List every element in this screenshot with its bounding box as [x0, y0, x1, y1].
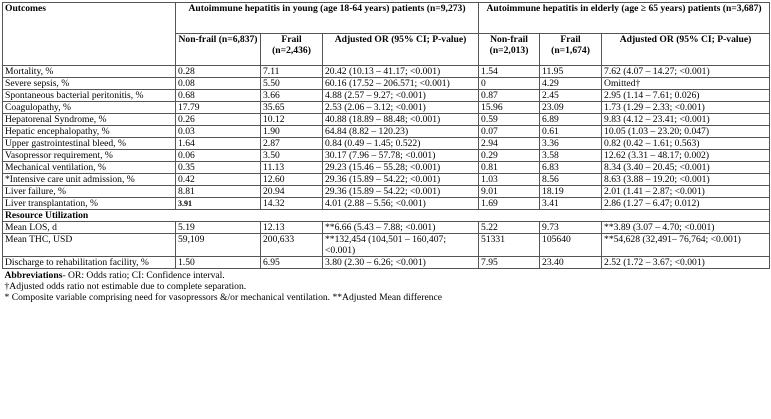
header-elderly-nonfrail: Non-frail (n=2,013)	[479, 34, 540, 66]
table-row	[3, 234, 770, 257]
young-nonfrail-value: 0.26	[176, 114, 261, 126]
table-row	[3, 90, 770, 102]
elderly-frail-value: 0.61	[540, 126, 602, 138]
elderly-frail-value: 2.45	[540, 90, 602, 102]
elderly-nonfrail-value: 1.03	[479, 174, 540, 186]
outcome-label: Liver failure, %	[3, 186, 176, 198]
table-notes	[3, 269, 770, 304]
header-young-frail: Frail (n=2,436)	[261, 34, 323, 66]
young-or-value: 2.53 (2.06 – 3.12; <0.001)	[323, 102, 479, 114]
elderly-frail-value: 3.58	[540, 150, 602, 162]
elderly-frail-value: 8.56	[540, 174, 602, 186]
elderly-or-value: 9.83 (4.12 – 23.41; <0.001)	[602, 114, 770, 126]
outcome-label: Spontaneous bacterial peritonitis, %	[3, 90, 176, 102]
young-nonfrail-value	[176, 198, 261, 210]
elderly-frail-value: 23.09	[540, 102, 602, 114]
header-outcomes: Outcomes	[3, 3, 176, 66]
table-row	[3, 150, 770, 162]
elderly-or-value: 2.52 (1.72 – 3.67; <0.001)	[602, 257, 770, 269]
header-elderly-or: Adjusted OR (95% CI; P-value)	[602, 34, 770, 66]
outcomes-table	[2, 2, 770, 303]
outcome-label: Severe sepsis, %	[3, 78, 176, 90]
elderly-nonfrail-value: 1.54	[479, 66, 540, 78]
table-row	[3, 162, 770, 174]
young-frail-value: 10.12	[261, 114, 323, 126]
young-frail-value: 12.13	[261, 222, 323, 234]
young-or-value: 30.17 (7.96 – 57.78; <0.001)	[323, 150, 479, 162]
outcome-label: Upper gastrointestinal bleed, %	[3, 138, 176, 150]
outcome-label: Hepatorenal Syndrome, %	[3, 114, 176, 126]
table-row	[3, 138, 770, 150]
young-nonfrail-value: 0.03	[176, 126, 261, 138]
young-nonfrail-value: 59,109	[176, 234, 261, 257]
young-or-value: 29.23 (15.46 – 55.28; <0.001)	[323, 162, 479, 174]
outcome-label: Mechanical ventilation, %	[3, 162, 176, 174]
table-row	[3, 174, 770, 186]
young-nonfrail-value: 0.42	[176, 174, 261, 186]
notes-row	[3, 269, 770, 304]
young-nonfrail-value: 0.06	[176, 150, 261, 162]
young-nonfrail-value: 0.08	[176, 78, 261, 90]
elderly-nonfrail-value: 0.29	[479, 150, 540, 162]
outcome-label: Liver transplantation, %	[3, 198, 176, 210]
elderly-frail-value: 18.19	[540, 186, 602, 198]
young-frail-value: 20.94	[261, 186, 323, 198]
young-frail-value: 5.50	[261, 78, 323, 90]
young-nonfrail-value: 0.35	[176, 162, 261, 174]
header-elderly-frail: Frail (n=1,674)	[540, 34, 602, 66]
young-frail-value: 2.87	[261, 138, 323, 150]
section-row	[3, 210, 770, 222]
abbreviations-note	[5, 270, 768, 281]
elderly-frail-value: 105640	[540, 234, 602, 257]
table-row	[3, 102, 770, 114]
elderly-nonfrail-value: 1.69	[479, 198, 540, 210]
young-frail-value: 6.95	[261, 257, 323, 269]
abbreviations-label: Abbreviations	[4, 270, 63, 281]
elderly-frail-value: 3.36	[540, 138, 602, 150]
young-or-value: 20.42 (10.13 – 41.17; <0.001)	[323, 66, 479, 78]
young-nonfrail-value: 0.28	[176, 66, 261, 78]
young-or-value: 29.36 (15.89 – 54.22; <0.001)	[323, 186, 479, 198]
young-frail-value: 14.32	[261, 198, 323, 210]
elderly-or-value: 1.73 (1.29 – 2.33; <0.001)	[602, 102, 770, 114]
young-frail-value: 3.50	[261, 150, 323, 162]
table-row	[3, 257, 770, 269]
table-row	[3, 66, 770, 78]
young-frail-value: 7.11	[261, 66, 323, 78]
composite-note: * Composite variable comprising need for vasopressors &/or mechanical ventilation. **Adjusted Mean difference	[4, 292, 443, 303]
abbreviations-text: - OR: Odds ratio; CI: Confidence interval.	[62, 270, 225, 281]
elderly-frail-value: 11.95	[540, 66, 602, 78]
elderly-frail-value: 6.83	[540, 162, 602, 174]
young-or-value: 29.36 (15.89 – 54.22; <0.001)	[323, 174, 479, 186]
outcome-label: Hepatic encephalopathy, %	[3, 126, 176, 138]
young-frail-value: 12.60	[261, 174, 323, 186]
elderly-nonfrail-value: 15.96	[479, 102, 540, 114]
young-frail-value: 200,633	[261, 234, 323, 257]
elderly-frail-value: 4.29	[540, 78, 602, 90]
young-or-value: 4.88 (2.57 – 9.27; <0.001)	[323, 90, 479, 102]
young-nonfrail-value-text: 3.91	[178, 199, 192, 208]
elderly-or-value: 2.01 (1.41 – 2.87; <0.001)	[602, 186, 770, 198]
elderly-frail-value: 3.41	[540, 198, 602, 210]
elderly-or-value: 2.95 (1.14 – 7.61; 0.026)	[602, 90, 770, 102]
elderly-nonfrail-value: 51331	[479, 234, 540, 257]
elderly-nonfrail-value: 0.81	[479, 162, 540, 174]
young-or-value: 40.88 (18.89 – 88.48; <0.001)	[323, 114, 479, 126]
elderly-or-value: 8.34 (3.40 – 20.45; <0.001)	[602, 162, 770, 174]
table-row	[3, 198, 770, 210]
header-elderly-group: Autoimmune hepatitis in elderly (age ≥ 65 years) patients (n=3,687)	[479, 3, 770, 34]
outcome-label: Mortality, %	[3, 66, 176, 78]
elderly-nonfrail-value: 0	[479, 78, 540, 90]
outcome-label: *Intensive care unit admission, %	[3, 174, 176, 186]
elderly-or-value: 12.62 (3.31 – 48.17; 0.002)	[602, 150, 770, 162]
section-resource-utilization: Resource Utilization	[3, 210, 770, 222]
outcome-label: Mean LOS, d	[3, 222, 176, 234]
young-nonfrail-value: 1.50	[176, 257, 261, 269]
elderly-nonfrail-value: 0.87	[479, 90, 540, 102]
young-or-value: 3.80 (2.30 – 6.26; <0.001)	[323, 257, 479, 269]
young-nonfrail-value: 5.19	[176, 222, 261, 234]
elderly-frail-value: 23.40	[540, 257, 602, 269]
young-nonfrail-value: 0.68	[176, 90, 261, 102]
table-row	[3, 78, 770, 90]
header-young-or: Adjusted OR (95% CI; P-value)	[323, 34, 479, 66]
young-frail-value: 11.13	[261, 162, 323, 174]
elderly-or-value: 8.63 (3.88 – 19.20; <0.001)	[602, 174, 770, 186]
elderly-or-value: 2.86 (1.27 – 6.47; 0.012)	[602, 198, 770, 210]
elderly-nonfrail-value: 0.07	[479, 126, 540, 138]
young-or-value: 64.84 (8.82 – 120.23)	[323, 126, 479, 138]
young-or-value: 60.16 (17.52 – 206.571; <0.001)	[323, 78, 479, 90]
elderly-frail-value: 6.89	[540, 114, 602, 126]
elderly-nonfrail-value: 7.95	[479, 257, 540, 269]
elderly-or-value: 0.82 (0.42 – 1.61; 0.563)	[602, 138, 770, 150]
table-row	[3, 222, 770, 234]
young-frail-value: 1.90	[261, 126, 323, 138]
outcome-label: Coagulopathy, %	[3, 102, 176, 114]
elderly-or-value: Omitted†	[602, 78, 770, 90]
young-frail-value: 35.65	[261, 102, 323, 114]
table-row	[3, 186, 770, 198]
elderly-or-value: 10.05 (1.03 – 23.20; 0.047)	[602, 126, 770, 138]
dagger-note: †Adjusted odds ratio not estimable due to complete separation.	[4, 281, 247, 292]
outcome-label: Discharge to rehabilitation facility, %	[3, 257, 176, 269]
young-or-value: **6.66 (5.43 – 7.88; <0.001)	[323, 222, 479, 234]
elderly-frail-value: 9.73	[540, 222, 602, 234]
young-or-value: **132,454 (104,501 – 160,407; <0.001)	[323, 234, 479, 257]
table-row	[3, 114, 770, 126]
young-or-value: 0.84 (0.49 – 1.45; 0.522)	[323, 138, 479, 150]
outcome-label: Vasopressor requirement, %	[3, 150, 176, 162]
table-row	[3, 126, 770, 138]
young-nonfrail-value: 8.81	[176, 186, 261, 198]
elderly-or-value: **3.89 (3.07 – 4.70; <0.001)	[602, 222, 770, 234]
young-nonfrail-value: 1.64	[176, 138, 261, 150]
elderly-nonfrail-value: 5.22	[479, 222, 540, 234]
young-nonfrail-value: 17.79	[176, 102, 261, 114]
elderly-or-value: 7.62 (4.07 – 14.27; <0.001)	[602, 66, 770, 78]
elderly-nonfrail-value: 0.59	[479, 114, 540, 126]
young-or-value: 4.01 (2.88 – 5.56; <0.001)	[323, 198, 479, 210]
young-frail-value: 3.66	[261, 90, 323, 102]
header-young-group: Autoimmune hepatitis in young (age 18-64 years) patients (n=9,273)	[176, 3, 479, 34]
header-young-nonfrail: Non-frail (n=6,837)	[176, 34, 261, 66]
outcome-label: Mean THC, USD	[3, 234, 176, 257]
elderly-or-value: **54,628 (32,491– 76,764; <0.001)	[602, 234, 770, 257]
elderly-nonfrail-value: 9.01	[479, 186, 540, 198]
elderly-nonfrail-value: 2.94	[479, 138, 540, 150]
